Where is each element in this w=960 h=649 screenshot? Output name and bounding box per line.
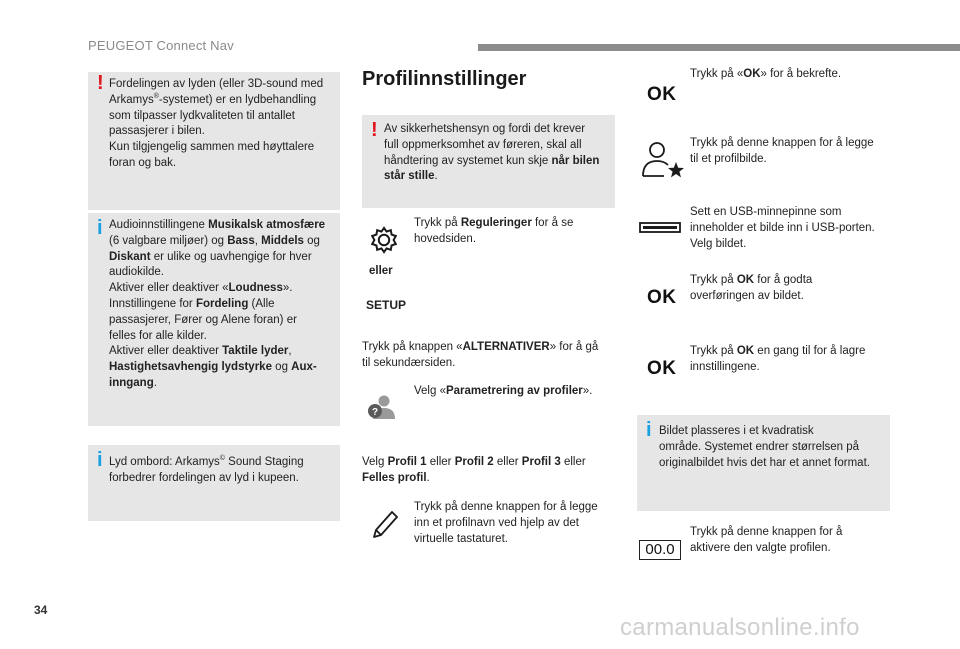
text-bold: Felles profil [362, 471, 427, 484]
text-line: Trykk på denne knappen for å legge [414, 501, 598, 513]
text-span: , [254, 234, 262, 247]
text-line [414, 216, 614, 232]
text-span: Arkamys [109, 93, 154, 106]
step-profile-name [414, 500, 614, 547]
text-span: , [288, 345, 292, 358]
page-number: 34 [34, 603, 48, 617]
text-line: aktivere den valgte profilen. [690, 541, 831, 554]
text-line [109, 376, 341, 392]
text-line [109, 281, 341, 297]
text-line: full oppmerksomhet av føreren, skal all [384, 138, 582, 151]
text-line: Av sikkerhetshensyn og fordi det krever [384, 123, 586, 135]
text-line [690, 273, 900, 289]
text-line [384, 169, 614, 185]
text-line: felles for alle kilder. [109, 329, 207, 342]
text-span: » for å gå [549, 341, 599, 353]
step-usb [690, 205, 905, 252]
text-span: » for å bekrefte. [760, 68, 842, 80]
text-span: og [303, 234, 320, 247]
eller-label: eller [369, 265, 393, 277]
text-bold: står stille [384, 170, 435, 183]
step-profile-params [414, 384, 614, 400]
warning-icon: ! [371, 119, 378, 141]
note-text [659, 424, 889, 471]
text-span: Aktiver eller deaktiver « [109, 282, 229, 295]
text-span: eller [560, 456, 586, 468]
text-span: Trykk på [690, 345, 737, 357]
text-bold: Taktile lyder [222, 345, 289, 358]
text-span: Audioinnstillingene [109, 219, 209, 231]
text-bold: Bass [227, 234, 255, 247]
text-bold: Loudness [228, 282, 283, 295]
text-span: Trykk på knappen « [362, 341, 463, 353]
text-span: Trykk på « [690, 68, 744, 80]
text-line [109, 250, 341, 266]
text-line: til et profilbilde. [690, 152, 767, 165]
text-line [362, 340, 617, 356]
text-span: og [271, 361, 292, 374]
text-bold: Reguleringer [460, 217, 532, 229]
note-text [384, 122, 614, 185]
text-span: ». [582, 385, 593, 397]
text-span: (Alle [248, 297, 275, 310]
text-span: Lyd ombord: Arkamys [109, 456, 220, 468]
text-line: som tilpasser lydkvaliteten til antallet [109, 109, 295, 122]
text-line: inneholder et bilde inn i USB-porten. [690, 221, 875, 234]
text-bold: Aux- [291, 361, 317, 374]
text-line [414, 384, 614, 400]
text-line: Velg bildet. [690, 237, 747, 250]
warning-box-safety [362, 115, 615, 208]
text-span: for å se [531, 217, 574, 229]
text-span: . [434, 170, 438, 183]
text-bold: Musikalsk atmosfære [208, 219, 326, 231]
text-span: Velg « [414, 385, 446, 397]
note-text [109, 455, 341, 487]
text-line: originalbildet hvis det har et annet format. [659, 456, 870, 469]
text-span: Aktiver eller deaktiver [109, 345, 223, 358]
note-box-audio-settings [88, 213, 340, 426]
text-span: en gang til for å lagre [754, 345, 866, 357]
text-span: Sound Staging [224, 456, 304, 468]
display-value-icon: 00.0 [639, 540, 681, 560]
text-line [109, 297, 341, 313]
text-line: passasjerer, Fører og Alene foran) er [109, 313, 297, 326]
text-bold: OK [736, 274, 755, 286]
text-line: virtuelle tastaturet. [414, 532, 508, 545]
text-span: for å godta [754, 274, 813, 286]
text-line [109, 455, 341, 471]
text-span: -systemet) er en lydbehandling [158, 93, 317, 106]
text-line: Sett en USB-minnepinne som [690, 206, 842, 218]
watermark: carmanualsonline.info [620, 614, 860, 641]
text-bold: Middels [261, 234, 304, 247]
pencil-edit-icon [368, 507, 400, 541]
text-span: (6 valgbare miljøer) og [109, 234, 228, 247]
text-span: ». [282, 282, 293, 295]
step-select-profile [362, 455, 617, 487]
text-bold: Profil 1 [387, 456, 427, 468]
text-line: forbedrer fordelingen av lyd i kupeen. [109, 471, 299, 484]
note-box-sound-staging [88, 445, 340, 521]
text-line [362, 455, 617, 471]
text-span: . [426, 471, 430, 484]
note-box-sound-distribution [88, 72, 340, 210]
text-bold: Profil 3 [521, 456, 561, 468]
text-bold: Fordeling [195, 297, 249, 310]
text-span: . [153, 376, 157, 389]
text-line [690, 67, 900, 83]
text-line: Trykk på denne knappen for å legge [690, 137, 874, 149]
text-bold: Profil 2 [454, 456, 494, 468]
text-line [109, 360, 341, 376]
text-bold: inngang [109, 376, 154, 389]
text-line: Fordelingen av lyden (eller 3D-sound med [109, 78, 324, 90]
text-line: passasjerer i bilen. [109, 125, 205, 138]
info-icon: i [97, 217, 103, 239]
info-box-image-format [637, 415, 890, 511]
text-line: overføringen av bildet. [690, 289, 804, 302]
note-text [109, 77, 341, 172]
info-icon: i [97, 449, 103, 471]
text-bold: ALTERNATIVER [462, 341, 550, 353]
header-bar [478, 44, 960, 51]
step-save [690, 344, 900, 376]
text-line: Kun tilgjengelig sammen med høyttalere [109, 141, 315, 154]
text-bold: Diskant [109, 250, 151, 263]
text-line: audiokilde. [109, 266, 164, 279]
text-span: håndtering av systemet kun skje [384, 154, 552, 167]
text-span: Innstillingene for [109, 297, 196, 310]
step-regulations [414, 216, 614, 248]
text-bold: Parametrering av profiler [445, 385, 583, 397]
svg-text:?: ? [371, 407, 379, 418]
text-line [109, 344, 341, 360]
step-alternatives [362, 340, 617, 372]
ok-button-icon: OK [647, 358, 677, 379]
text-sup: ® [153, 92, 159, 100]
text-span: Trykk på [414, 217, 461, 229]
text-span: Trykk på [690, 274, 737, 286]
header-title: PEUGEOT Connect Nav [88, 38, 234, 53]
text-line: Bildet plasseres i et kvadratisk [659, 425, 814, 437]
profile-settings-icon [364, 393, 398, 423]
step-confirm [690, 67, 900, 83]
text-span: eller [493, 456, 522, 468]
step-add-picture [690, 136, 900, 168]
text-line [362, 471, 617, 487]
text-span: Velg [362, 456, 388, 468]
text-span: eller [426, 456, 455, 468]
text-bold: når bilen [551, 154, 600, 167]
text-line [109, 234, 341, 250]
text-line: inn et profilnavn ved hjelp av det [414, 516, 579, 529]
profile-picture-icon [640, 140, 686, 180]
text-line: foran og bak. [109, 156, 177, 169]
text-line [690, 344, 900, 360]
text-line: Trykk på denne knappen for å [690, 526, 843, 538]
text-line: innstillingene. [690, 360, 760, 373]
settings-gear-icon [368, 224, 400, 256]
note-text [109, 218, 341, 392]
text-bold: Hastighetsavhengig lydstyrke [109, 361, 272, 374]
text-line: hovedsiden. [414, 232, 477, 245]
text-line [109, 218, 341, 234]
text-sup: © [219, 455, 225, 463]
info-icon: i [646, 419, 652, 441]
text-line: område. Systemet endrer størrelsen på [659, 440, 860, 453]
setup-button-label: SETUP [366, 298, 407, 312]
usb-port-icon [639, 222, 681, 234]
step-accept-transfer [690, 273, 900, 305]
text-bold: OK [736, 345, 755, 357]
text-bold: OK [743, 68, 761, 80]
text-line [109, 93, 341, 109]
section-heading: Profilinnstillinger [362, 68, 527, 90]
ok-button-icon: OK [647, 287, 677, 308]
text-line [384, 154, 614, 170]
warning-icon: ! [97, 72, 104, 94]
step-activate-profile [690, 525, 900, 557]
text-line: til sekundærsiden. [362, 356, 456, 369]
ok-button-icon: OK [647, 84, 677, 105]
text-span: er ulike og uavhengige for hver [150, 250, 312, 263]
